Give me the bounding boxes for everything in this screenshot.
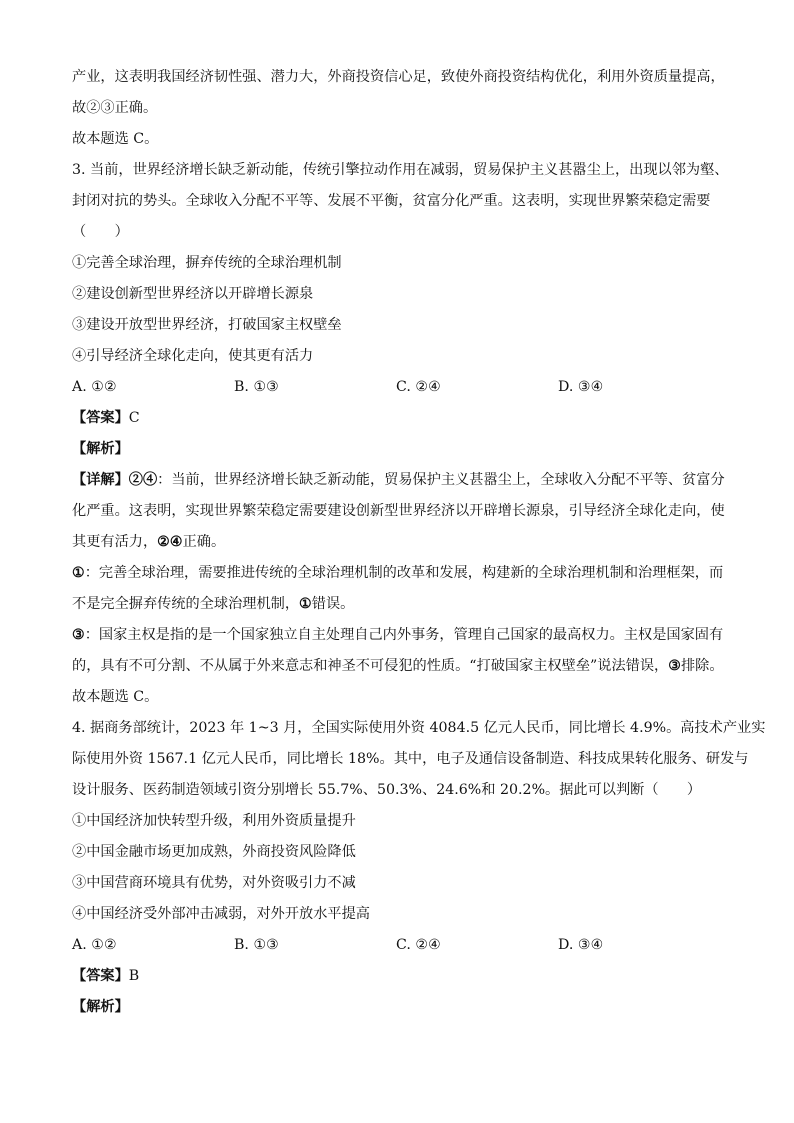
explain-3-line bbox=[72, 620, 722, 651]
question-4-item-1: ①中国经济加快转型升级，利用外资质量提升 bbox=[72, 813, 356, 829]
question-3-item-3: ③建设开放型世界经济，打破国家主权壁垒 bbox=[72, 317, 342, 333]
explain-text: 错误。 bbox=[311, 596, 355, 612]
answer-tag: 【答案】 bbox=[72, 410, 129, 426]
analysis-tag: 【解析】 bbox=[72, 999, 129, 1015]
option-c: C. ②④ bbox=[396, 937, 441, 953]
detail-line: 化严重。这表明，实现世界繁荣稳定需要建设创新型世界经济以开辟增长源泉，引导经济全球化走向，使 bbox=[72, 503, 725, 519]
explain-3-line bbox=[72, 651, 722, 682]
question-4-stem: 4. 据商务部统计，2023 年 1~3 月，全国实际使用外资 4084.5 亿元人民币，同比增长 4.9%。高技术产业实 bbox=[72, 720, 766, 736]
document-page bbox=[72, 62, 766, 1023]
option-b: B. ①③ bbox=[234, 379, 279, 395]
question-4-stem: 际使用外资 1567.1 亿元人民币，同比增长 18%。其中，电子及通信设备制造、科技成果转化服务、研发与 bbox=[72, 751, 749, 767]
answer-value: B bbox=[128, 968, 140, 984]
question-4-stem: 设计服务、医药制造领域引资分别增长 55.7%、50.3%、24.6%和 20.2%。据此可以判断（ ） bbox=[72, 782, 702, 798]
explain-text: 不是完全摒弃传统的全球治理机制， bbox=[72, 596, 300, 612]
detail-line bbox=[72, 527, 722, 558]
question-4-options bbox=[72, 930, 722, 961]
paragraph-line: 产业，这表明我国经济韧性强、潜力大，外商投资信心足，致使外商投资结构优化，利用外资质量提高， bbox=[72, 69, 725, 85]
option-c: C. ②④ bbox=[396, 379, 441, 395]
explain-text: 排除。 bbox=[680, 658, 724, 674]
question-3-options bbox=[72, 372, 722, 403]
analysis-tag: 【解析】 bbox=[72, 441, 129, 457]
question-4-answer bbox=[72, 961, 722, 992]
question-3-stem: （ ） bbox=[72, 224, 129, 240]
explain-text: ：完善全球治理，需要推进传统的全球治理机制的改革和发展，构建新的全球治理机制和治理框架，而 bbox=[84, 565, 724, 581]
option-a: A. ①② bbox=[72, 937, 117, 953]
option-d: D. ③④ bbox=[558, 937, 604, 953]
question-4-item-2: ②中国金融市场更加成熟，外商投资风险降低 bbox=[72, 844, 356, 860]
explain-marker: ① bbox=[299, 596, 312, 612]
explain-marker: ① bbox=[72, 565, 85, 581]
question-3-item-4: ④引导经济全球化走向，使其更有活力 bbox=[72, 348, 314, 364]
paragraph-line: 故②③正确。 bbox=[72, 100, 158, 116]
explain-1-line bbox=[72, 589, 722, 620]
detail-marker: ②④ bbox=[157, 534, 183, 550]
question-3-stem: 封闭对抗的势头。全球收入分配不平等、发展不平衡，贫富分化严重。这表明，实现世界繁荣稳定需要 bbox=[72, 193, 711, 209]
explain-marker: ③ bbox=[668, 658, 681, 674]
explain-text: 的，具有不可分割、不从属于外来意志和神圣不可侵犯的性质。“打破国家主权壁垒”说法错误， bbox=[72, 658, 669, 674]
explain-text: ：国家主权是指的是一个国家独立自主处理自己内外事务，管理自己国家的最高权力。主权是国家固有 bbox=[84, 627, 724, 643]
question-3-item-2: ②建设创新型世界经济以开辟增长源泉 bbox=[72, 286, 314, 302]
detail-text: ：当前，世界经济增长缺乏新动能，贸易保护主义甚嚣尘上，全球收入分配不平等、贫富分 bbox=[157, 472, 725, 488]
question-4-item-3: ③中国营商环境具有优势，对外资吸引力不减 bbox=[72, 875, 356, 891]
option-a: A. ①② bbox=[72, 379, 117, 395]
conclusion-line: 故本题选 C。 bbox=[72, 131, 159, 147]
detail-line bbox=[72, 465, 725, 496]
detail-text: 其更有活力， bbox=[72, 534, 158, 550]
question-3-item-1: ①完善全球治理，摒弃传统的全球治理机制 bbox=[72, 255, 342, 271]
option-d: D. ③④ bbox=[558, 379, 604, 395]
question-4-item-4: ④中国经济受外部冲击减弱，对外开放水平提高 bbox=[72, 906, 370, 922]
explain-1-line bbox=[72, 558, 722, 589]
detail-tag: 【详解】 bbox=[72, 472, 129, 488]
explain-marker: ③ bbox=[72, 627, 85, 643]
answer-value: C bbox=[128, 410, 140, 426]
question-3-stem: 3. 当前，世界经济增长缺乏新动能，传统引擎拉动作用在减弱，贸易保护主义甚嚣尘上，出现以邻为壑、 bbox=[72, 162, 729, 178]
conclusion-line: 故本题选 C。 bbox=[72, 689, 159, 705]
option-b: B. ①③ bbox=[234, 937, 279, 953]
answer-tag: 【答案】 bbox=[72, 968, 129, 984]
question-3-answer bbox=[72, 403, 722, 434]
detail-text: 正确。 bbox=[182, 534, 226, 550]
detail-marker: ②④ bbox=[128, 472, 158, 488]
